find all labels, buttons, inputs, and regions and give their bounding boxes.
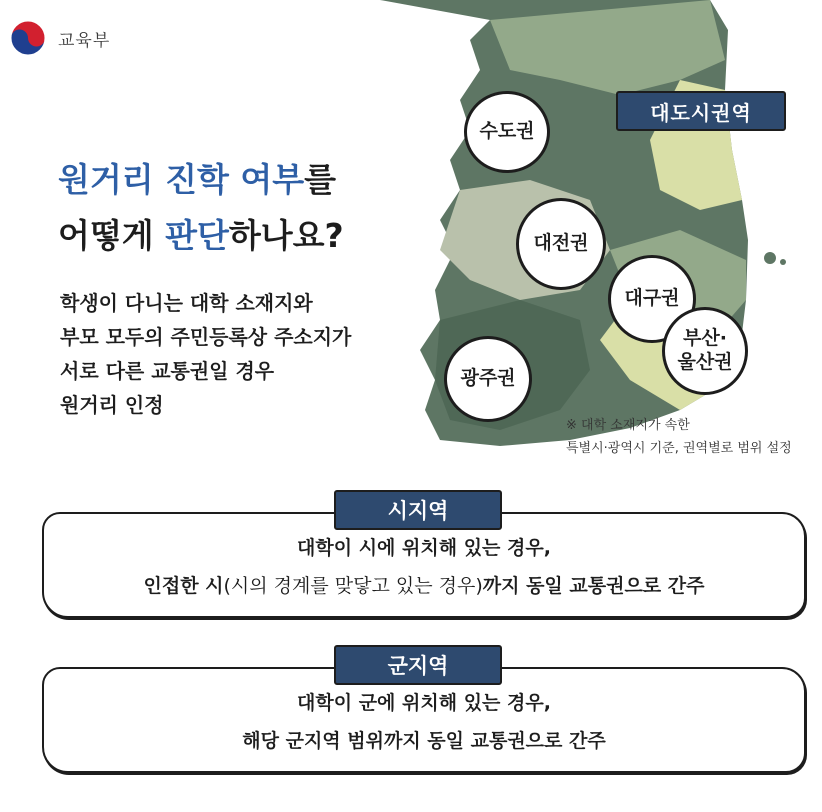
map-island-small [780, 259, 786, 265]
metro-area-tag: 대도시권역 [616, 91, 786, 131]
headline-line1 [58, 152, 344, 208]
ministry-logo [8, 18, 110, 58]
headline-line2 [58, 208, 344, 264]
city-area-line1: 대학이 시에 위치해 있는 경우, [297, 537, 551, 559]
city-area-line2-end: 까지 동일 교통권으로 간주 [482, 575, 705, 597]
taegeuk-logo-icon [8, 18, 48, 58]
description-line2: 부모 모두의 주민등록상 주소지가 [60, 325, 352, 349]
map-island-large [764, 252, 776, 264]
headline-line1-emphasis: 원거리 진학 여부 [58, 160, 305, 199]
description [60, 286, 351, 422]
headline-line2-emphasis: 판단 [165, 216, 229, 255]
region-label-busan-line2: 울산권 [677, 351, 733, 373]
county-area-body [44, 684, 804, 760]
map-footnote-line2: 특별시·광역시 기준, 권역별로 범위 설정 [566, 441, 792, 456]
region-label-busan-line1: 부산· [683, 327, 727, 350]
description-line3: 서로 다른 교통권일 경우 [60, 359, 275, 383]
county-area-tag: 군지역 [334, 645, 502, 685]
region-label-busan [677, 327, 732, 375]
headline [58, 152, 344, 264]
county-area-line2: 해당 군지역 범위까지 동일 교통권으로 간주 [242, 730, 606, 752]
county-area-line1: 대학이 군에 위치해 있는 경우, [297, 692, 551, 714]
description-line4: 원거리 인정 [60, 393, 164, 417]
description-line1: 학생이 다니는 대학 소재지와 [60, 291, 313, 315]
headline-line2-end: 하나요? [228, 216, 344, 255]
region-label-sudo: 수도권 [479, 120, 535, 143]
city-area-tag: 시지역 [334, 490, 502, 530]
logo-text: 교육부 [58, 30, 111, 51]
city-area-body [44, 529, 804, 605]
headline-line2-start: 어떻게 [58, 216, 166, 255]
city-area-line2 [44, 567, 804, 605]
region-bubble-daejeon [516, 198, 606, 290]
headline-line1-rest: 를 [304, 160, 337, 199]
map-footnote-line1: ※ 대학 소재지가 속한 [566, 418, 690, 433]
region-label-gwangju: 광주권 [460, 367, 516, 390]
city-area-line2-paren: (시의 경계를 맞닿고 있는 경우) [223, 575, 483, 597]
map-footnote [566, 414, 792, 460]
region-bubble-busan [662, 307, 748, 395]
region-label-daegu: 대구권 [624, 287, 680, 310]
region-label-daejeon: 대전권 [533, 232, 589, 255]
region-bubble-sudo [464, 91, 550, 173]
region-bubble-gwangju [444, 336, 532, 422]
city-area-line2-start: 인접한 시 [143, 575, 224, 597]
